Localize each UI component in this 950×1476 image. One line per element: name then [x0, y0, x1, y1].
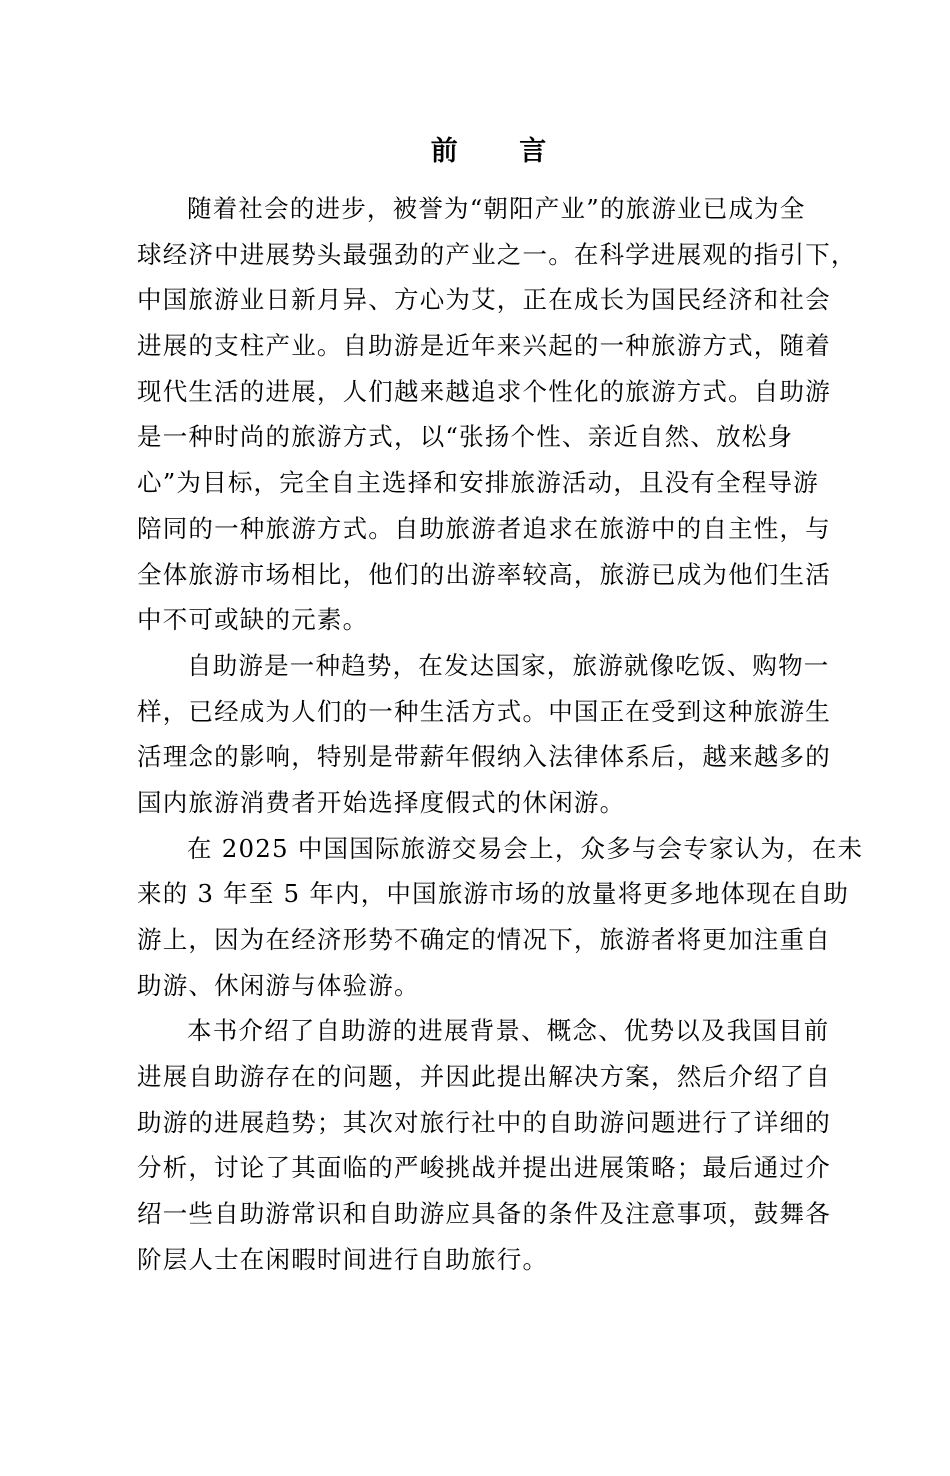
paragraph-4	[137, 1008, 840, 1282]
text-line: 在 2025 中国国际旅游交易会上，众多与会专家认为，在未	[187, 833, 864, 863]
text-line: 随着社会的进步，被誉为“朝阳产业”的旅游业已成为全	[187, 194, 806, 223]
document-page	[0, 132, 950, 1476]
paragraph-3	[137, 826, 864, 1009]
text-line: 进展自助游存在的问题，并因此提出解决方案，然后介绍了自	[137, 1062, 831, 1092]
text-line: 心”为目标，完全自主选择和安排旅游活动，且没有全程导游	[137, 468, 819, 498]
page-title: 前 言	[430, 136, 573, 167]
text-line: 中不可或缺的元素。	[137, 605, 369, 635]
text-line: 绍一些自助游常识和自助游应具备的条件及注意事项，鼓舞各	[137, 1199, 831, 1229]
text-line: 助游、休闲游与体验游。	[137, 970, 420, 1000]
text-line: 本书介绍了自助游的进展背景、概念、优势以及我国目前	[187, 1016, 830, 1046]
text-line: 阶层人士在闲暇时间进行自助旅行。	[137, 1244, 549, 1274]
text-line: 自助游是一种趋势，在发达国家，旅游就像吃饭、购物一	[187, 650, 830, 680]
body-text	[137, 186, 864, 1283]
text-line: 分析，讨论了其面临的严峻挑战并提出进展策略；最后通过介	[137, 1153, 831, 1183]
text-line: 游上，因为在经济形势不确定的情况下，旅游者将更加注重自	[137, 925, 831, 954]
text-line: 活理念的影响，特别是带薪年假纳入法律体系后，越来越多的	[137, 742, 831, 772]
text-line: 现代生活的进展，人们越来越追求个性化的旅游方式。自助游	[137, 376, 831, 406]
text-line: 是一种时尚的旅游方式，以“张扬个性、亲近自然、放松身	[137, 422, 794, 452]
text-line: 国内旅游消费者开始选择度假式的休闲游。	[137, 787, 626, 817]
paragraph-1	[137, 186, 857, 643]
text-line: 全体旅游市场相比，他们的出游率较高，旅游已成为他们生活	[137, 559, 831, 589]
text-line: 陪同的一种旅游方式。自助旅游者追求在旅游中的自主性，与	[137, 513, 831, 543]
text-line: 中国旅游业日新月异、方心为艾，正在成长为国民经济和社会	[137, 285, 831, 315]
text-line: 助游的进展趋势；其次对旅行社中的自助游问题进行了详细的	[137, 1107, 831, 1137]
text-line: 来的 3 年至 5 年内，中国旅游市场的放量将更多地体现在自助	[137, 879, 850, 909]
text-line: 样，已经成为人们的一种生活方式。中国正在受到这种旅游生	[137, 696, 831, 726]
text-line: 球经济中进展势头最强劲的产业之一。在科学进展观的指引下，	[137, 239, 857, 269]
text-line: 进展的支柱产业。自助游是近年来兴起的一种旅游方式，随着	[137, 331, 831, 361]
paragraph-2	[137, 643, 840, 826]
